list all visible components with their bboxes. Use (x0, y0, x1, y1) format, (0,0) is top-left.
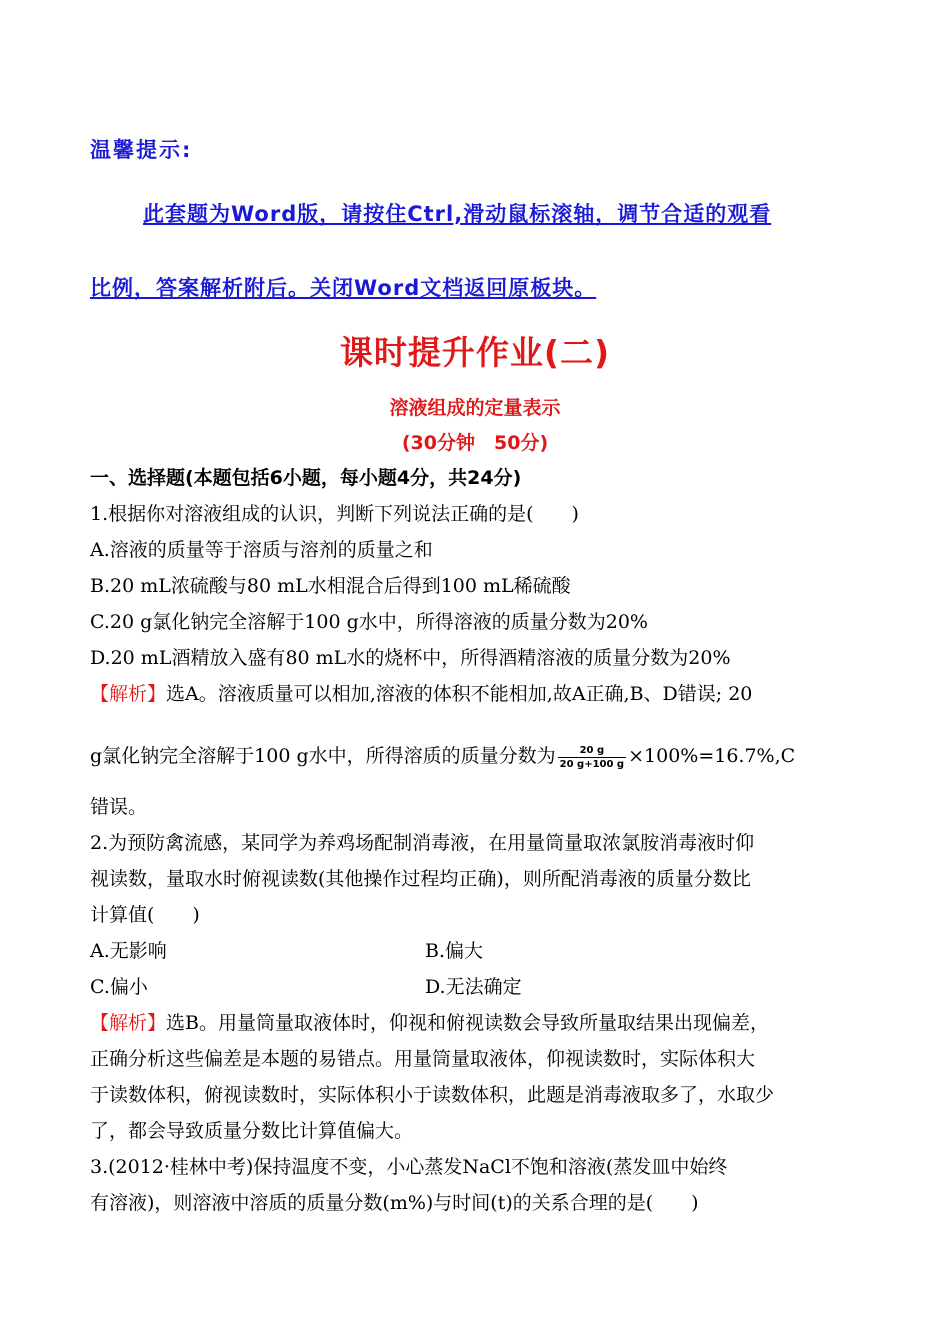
q2-option-a: A.无影响 (90, 940, 167, 962)
q1-analysis-line-2 (90, 741, 795, 771)
page-title: 课时提升作业(二) (339, 333, 611, 372)
q1-stem: 1.根据你对溶液组成的认识，判断下列说法正确的是( ) (90, 503, 579, 525)
time-score: (30分钟 50分) (401, 432, 549, 454)
q1-analysis-text-2b: ×100%=16.7%,C (628, 745, 796, 767)
tip-link-line-1[interactable]: 此套题为Word版，请按住Ctrl,滑动鼠标滚轴，调节合适的观看 (143, 202, 772, 226)
q2-analysis-line-4: 了，都会导致质量分数比计算值偏大。 (90, 1120, 414, 1142)
tip-title: 温馨提示: (90, 138, 193, 162)
page-subtitle: 溶液组成的定量表示 (389, 397, 561, 419)
q1-option-b: B.20 mL浓硫酸与80 mL水相混合后得到100 mL稀硫酸 (90, 575, 571, 597)
analysis-tag: 【解析】 (90, 683, 167, 705)
q1-option-c: C.20 g氯化钠完全溶解于100 g水中，所得溶液的质量分数为20% (90, 611, 648, 633)
q2-stem-2: 视读数，量取水时俯视读数(其他操作过程均正确)，则所配消毒液的质量分数比 (90, 868, 751, 890)
q1-analysis-line-3: 错误。 (90, 796, 148, 818)
q1-option-a: A.溶液的质量等于溶质与溶剂的质量之和 (90, 539, 433, 561)
tip-link-line-2[interactable]: 比例，答案解析附后。关闭Word文档返回原板块。 (90, 276, 597, 300)
q2-analysis-text-1: 选B。用量筒量取液体时，仰视和俯视读数会导致所量取结果出现偏差， (166, 1012, 769, 1034)
q1-option-d: D.20 mL酒精放入盛有80 mL水的烧杯中，所得酒精溶液的质量分数为20% (90, 647, 731, 669)
q1-analysis-line-1 (90, 679, 752, 706)
q2-stem-3: 计算值( ) (90, 904, 200, 926)
q1-analysis-text-2a: g氯化钠完全溶解于100 g水中，所得溶质的质量分数为 (90, 745, 556, 767)
q2-option-b: B.偏大 (425, 940, 484, 962)
section-heading: 一、选择题(本题包括6小题，每小题4分，共24分) (90, 467, 522, 489)
q2-analysis-line-2: 正确分析这些偏差是本题的易错点。用量筒量取液体，仰视读数时，实际体积大 (90, 1048, 756, 1070)
q2-analysis-line-1 (90, 1008, 769, 1035)
q2-analysis-line-3: 于读数体积，俯视读数时，实际体积小于读数体积，此题是消毒液取多了，水取少 (90, 1084, 775, 1106)
q3-stem-2: 有溶液)，则溶液中溶质的质量分数(m%)与时间(t)的关系合理的是( ) (90, 1192, 699, 1214)
fraction (558, 744, 626, 771)
q1-analysis-text-1: 选A。溶液质量可以相加,溶液的体积不能相加,故A正确,B、D错误; 20 (166, 683, 753, 705)
q2-stem-1: 2.为预防禽流感，某同学为养鸡场配制消毒液，在用量筒量取浓氯胺消毒液时仰 (90, 832, 755, 854)
analysis-tag: 【解析】 (90, 1012, 167, 1034)
q2-option-d: D.无法确定 (425, 976, 522, 998)
q3-stem-1: 3.(2012·桂林中考)保持温度不变，小心蒸发NaCl不饱和溶液(蒸发皿中始终 (90, 1156, 728, 1178)
q2-option-c: C.偏小 (90, 976, 148, 998)
fraction-numerator: 20 g (558, 744, 626, 758)
fraction-denominator: 20 g+100 g (559, 758, 625, 770)
